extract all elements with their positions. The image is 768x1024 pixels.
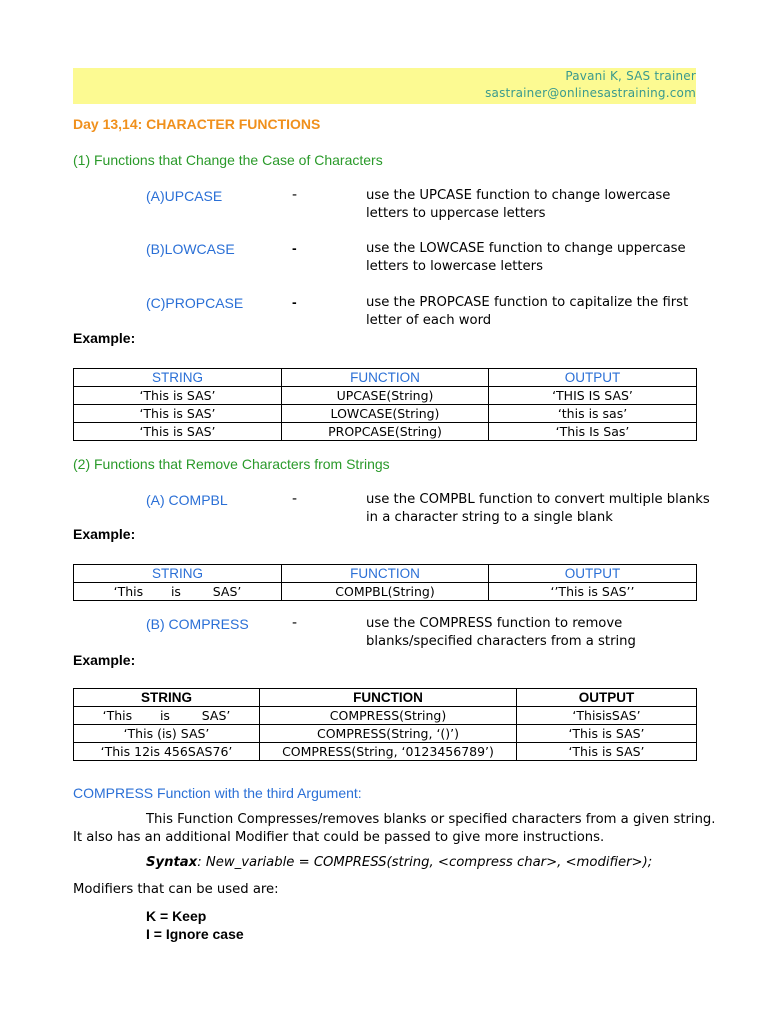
compress-dash: - [292,615,298,631]
header-author: Pavani K, SAS trainer [565,69,696,83]
table-row [74,583,697,601]
compress-table [73,688,697,761]
cell-output: ‘This is SAS’ [517,725,697,743]
section1-heading: (1) Functions that Change the Case of Characters [73,152,383,168]
cell-string: ‘This is SAS’ [74,423,282,441]
case-functions-table [73,368,697,441]
page-title: Day 13,14: CHARACTER FUNCTIONS [73,116,321,132]
compbl-name: (A) COMPBL [146,492,228,508]
example-label-2: Example: [73,526,136,542]
modifiers-intro: Modifiers that can be used are: [73,882,279,897]
col-header-output: OUTPUT [517,689,697,707]
table-row [74,707,697,725]
col-header-string: STRING [74,565,282,583]
compress-name: (B) COMPRESS [146,616,249,632]
cell-string: ‘This 12is 456SAS76’ [74,743,260,761]
col-header-function: FUNCTION [260,689,517,707]
section2-heading: (2) Functions that Remove Characters from Strings [73,456,390,472]
table-row [74,387,697,405]
third-arg-para-2: It also has an additional Modifier that could be passed to give more instructions. [73,830,605,845]
upcase-desc-1: use the UPCASE function to change lowercase [366,188,671,203]
cell-output: ‘This Is Sas’ [489,423,697,441]
modifier-keep: K = Keep [146,908,207,924]
col-header-function: FUNCTION [282,369,489,387]
compress-desc-1: use the COMPRESS function to remove [366,616,623,631]
lowcase-dash: - [292,240,297,256]
table-row [74,405,697,423]
lowcase-name: (B)LOWCASE [146,241,235,257]
cell-string: ‘This (is) SAS’ [74,725,260,743]
propcase-desc-2: letter of each word [366,313,492,328]
cell-output: ‘THIS IS SAS’ [489,387,697,405]
compress-desc-2: blanks/specified characters from a string [366,634,636,649]
table-header-row [74,689,697,707]
cell-string: ‘This is SAS’ [74,405,282,423]
compbl-dash: - [292,491,298,507]
cell-string: ‘This is SAS’ [74,387,282,405]
cell-string: ‘This is SAS’ [74,583,282,601]
col-header-output: OUTPUT [489,369,697,387]
example-label-1: Example: [73,330,136,346]
col-header-output: OUTPUT [489,565,697,583]
table-row [74,743,697,761]
compbl-desc-2: in a character string to a single blank [366,510,613,525]
cell-function: COMPBL(String) [282,583,489,601]
cell-output: ‘This is SAS’ [517,743,697,761]
propcase-name: (C)PROPCASE [146,295,244,311]
table-header-row [74,565,697,583]
upcase-name: (A)UPCASE [146,188,223,204]
compbl-table [73,564,697,601]
table-row [74,423,697,441]
cell-function: LOWCASE(String) [282,405,489,423]
table-header-row [74,369,697,387]
syntax-line [146,855,652,870]
cell-function: UPCASE(String) [282,387,489,405]
cell-function: COMPRESS(String, ‘0123456789’) [260,743,517,761]
compbl-desc-1: use the COMPBL function to convert multiple blanks [366,492,710,507]
syntax-label: Syntax [146,855,198,870]
col-header-string: STRING [74,369,282,387]
upcase-desc-2: letters to uppercase letters [366,206,546,221]
cell-function: COMPRESS(String) [260,707,517,725]
col-header-function: FUNCTION [282,565,489,583]
col-header-string: STRING [74,689,260,707]
third-arg-heading: COMPRESS Function with the third Argument: [73,785,362,801]
propcase-dash: - [292,294,297,310]
table-row [74,725,697,743]
lowcase-desc-2: letters to lowercase letters [366,259,543,274]
cell-output: ‘this is sas’ [489,405,697,423]
third-arg-para-1: This Function Compresses/removes blanks or specified characters from a given string. [146,812,716,827]
cell-function: COMPRESS(String, ‘()’) [260,725,517,743]
modifier-ignore-case: I = Ignore case [146,926,244,942]
cell-output: ‘ThisisSAS’ [517,707,697,725]
example-label-3: Example: [73,652,136,668]
cell-string: ‘This is SAS’ [74,707,260,725]
syntax-text: : New_variable = COMPRESS(string, <compress char>, <modifier>); [197,855,653,870]
cell-output: ‘’This is SAS’’ [489,583,697,601]
upcase-dash: - [292,187,298,203]
lowcase-desc-1: use the LOWCASE function to change uppercase [366,241,686,256]
propcase-desc-1: use the PROPCASE function to capitalize the first [366,295,689,310]
cell-function: PROPCASE(String) [282,423,489,441]
header-email: sastrainer@onlinesastraining.com [485,86,696,100]
